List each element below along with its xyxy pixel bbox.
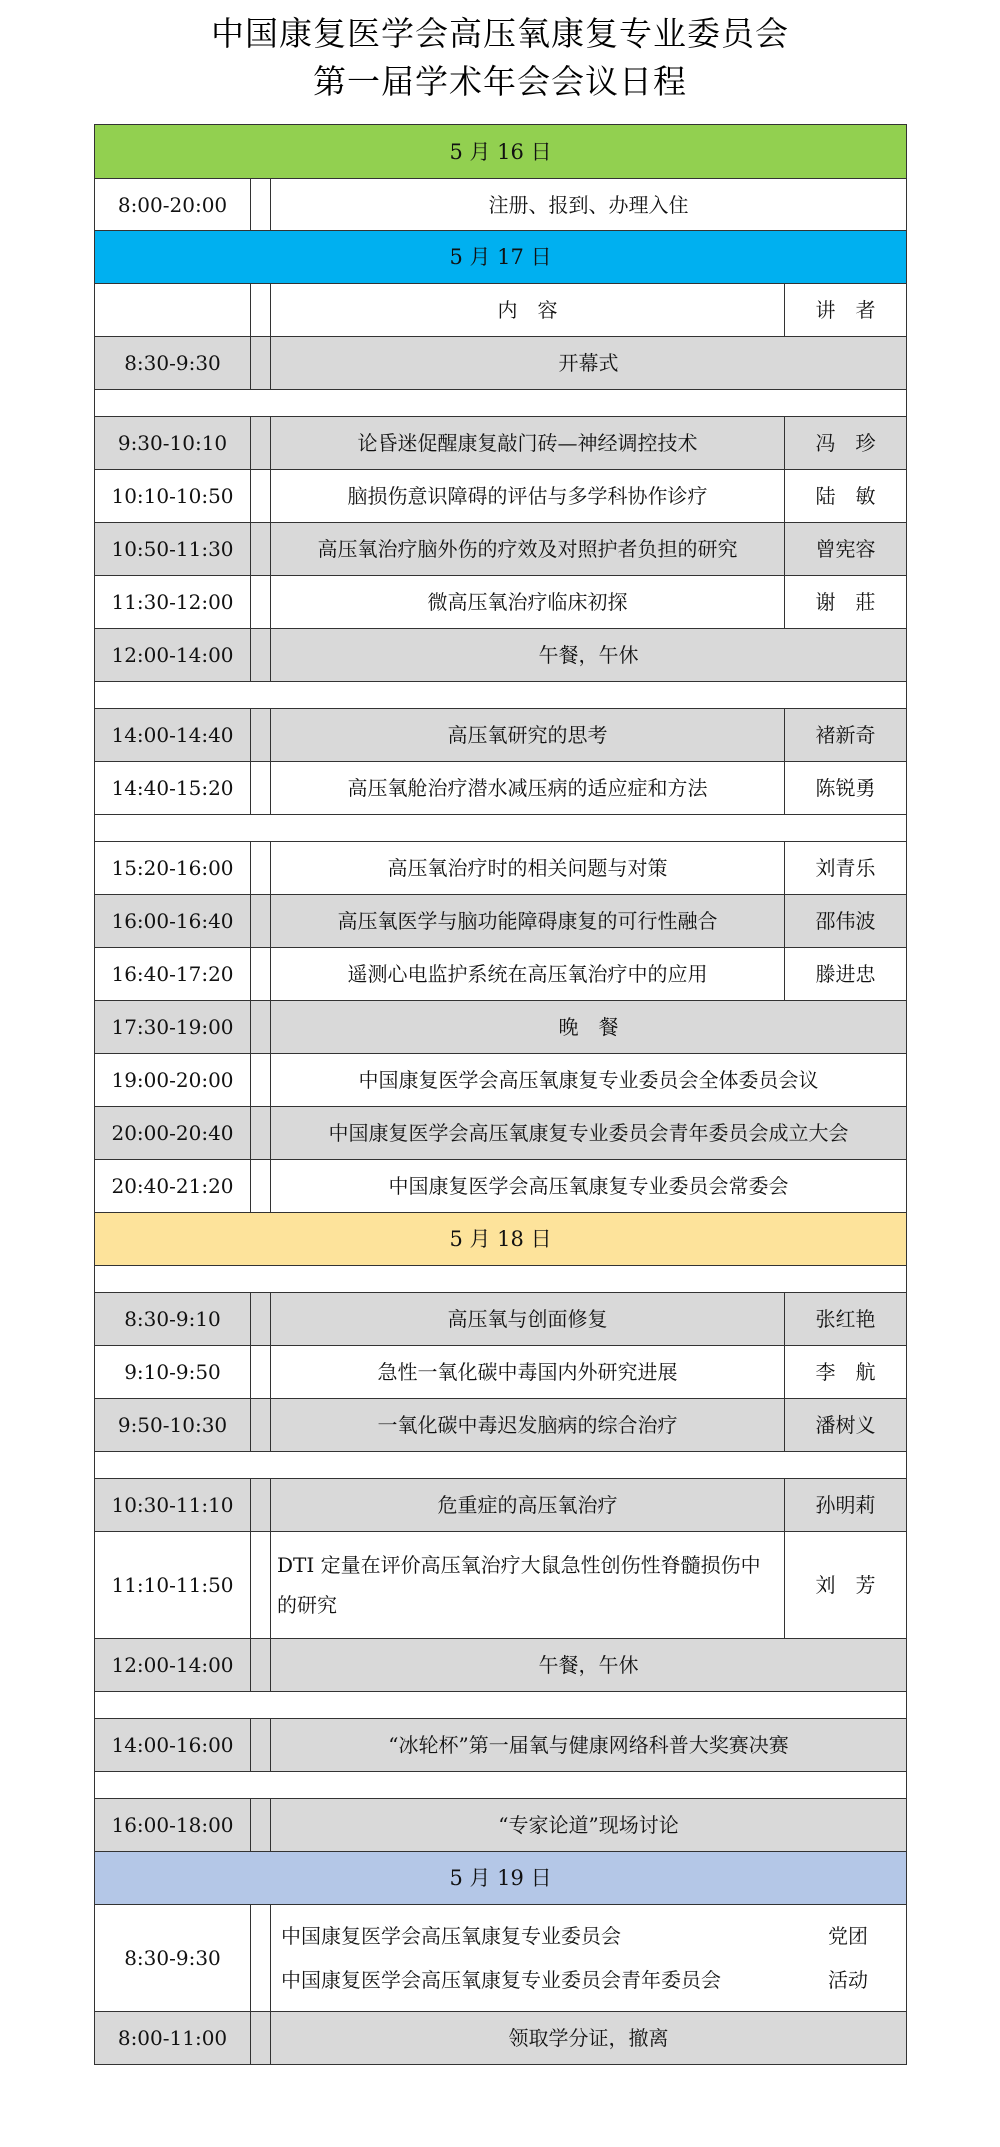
day-label: 5 月 16 日 <box>95 125 907 179</box>
time-cell: 17:30-19:00 <box>95 1001 251 1054</box>
speaker-cell: 陆 敏 <box>785 470 907 523</box>
schedule-row <box>95 1160 907 1213</box>
topic-cell: 论昏迷促醒康复敲门砖—神经调控技术 <box>271 417 785 470</box>
time-cell: 8:30-9:10 <box>95 1293 251 1346</box>
schedule-row <box>95 523 907 576</box>
marker-cell <box>251 284 271 337</box>
schedule-row <box>95 1107 907 1160</box>
marker-cell <box>251 1293 271 1346</box>
speaker-cell: 孙明莉 <box>785 1479 907 1532</box>
speaker-cell: 刘青乐 <box>785 842 907 895</box>
time-cell: 14:40-15:20 <box>95 762 251 815</box>
time-cell: 8:30-9:30 <box>95 337 251 390</box>
schedule-row <box>95 576 907 629</box>
marker-cell <box>251 2012 271 2065</box>
schedule-row <box>95 417 907 470</box>
topic-cell: 内 容 <box>271 284 785 337</box>
schedule-row <box>95 1346 907 1399</box>
marker-cell <box>251 1799 271 1852</box>
topic-cell: 注册、报到、办理入住 <box>271 179 907 231</box>
topic-cell: 开幕式 <box>271 337 907 390</box>
time-cell: 9:10-9:50 <box>95 1346 251 1399</box>
schedule-row <box>95 948 907 1001</box>
speaker-cell: 曾宪容 <box>785 523 907 576</box>
topic-cell: 高压氧治疗时的相关问题与对策 <box>271 842 785 895</box>
speaker-cell: 邵伟波 <box>785 895 907 948</box>
spacer-row <box>95 682 907 709</box>
marker-cell <box>251 1001 271 1054</box>
speaker-cell: 刘 芳 <box>785 1532 907 1639</box>
marker-cell <box>251 948 271 1001</box>
time-cell: 14:00-14:40 <box>95 709 251 762</box>
schedule-row <box>95 284 907 337</box>
speaker-cell: 李 航 <box>785 1346 907 1399</box>
marker-cell <box>251 1719 271 1772</box>
speaker-cell: 潘树义 <box>785 1399 907 1452</box>
spacer-cell <box>95 815 907 842</box>
schedule-row <box>95 762 907 815</box>
topic-cell: “冰轮杯”第一届氧与健康网络科普大奖赛决赛 <box>271 1719 907 1772</box>
day-header-row <box>95 125 907 179</box>
spacer-row <box>95 390 907 417</box>
topic-cell: DTI 定量在评价高压氧治疗大鼠急性创伤性脊髓损伤中的研究 <box>271 1532 785 1639</box>
schedule-row <box>95 709 907 762</box>
marker-cell <box>251 179 271 231</box>
schedule-row <box>95 1001 907 1054</box>
topic-cell: 急性一氧化碳中毒国内外研究进展 <box>271 1346 785 1399</box>
topic-cell: 晚 餐 <box>271 1001 907 1054</box>
speaker-cell: 张红艳 <box>785 1293 907 1346</box>
schedule-row <box>95 1479 907 1532</box>
spacer-cell <box>95 1772 907 1799</box>
topic-cell: 中国康复医学会高压氧康复专业委员会常委会 <box>271 1160 907 1213</box>
time-cell: 9:50-10:30 <box>95 1399 251 1452</box>
schedule-row <box>95 1639 907 1692</box>
schedule-row <box>95 1293 907 1346</box>
spacer-row <box>95 1266 907 1293</box>
time-cell: 10:10-10:50 <box>95 470 251 523</box>
speaker-cell: 讲 者 <box>785 284 907 337</box>
time-cell: 11:10-11:50 <box>95 1532 251 1639</box>
spacer-cell <box>95 682 907 709</box>
time-cell: 11:30-12:00 <box>95 576 251 629</box>
schedule-row <box>95 337 907 390</box>
page-title: 中国康复医学会高压氧康复专业委员会 <box>211 14 789 53</box>
topic-cell: 微高压氧治疗临床初探 <box>271 576 785 629</box>
page-subtitle: 第一届学术年会会议日程 <box>313 62 687 101</box>
marker-cell <box>251 629 271 682</box>
time-cell: 10:30-11:10 <box>95 1479 251 1532</box>
time-cell: 15:20-16:00 <box>95 842 251 895</box>
time-cell <box>95 284 251 337</box>
marker-cell <box>251 417 271 470</box>
time-cell: 9:30-10:10 <box>95 417 251 470</box>
spacer-row <box>95 815 907 842</box>
marker-cell <box>251 337 271 390</box>
topic-cell: 危重症的高压氧治疗 <box>271 1479 785 1532</box>
topic-cell: 高压氧医学与脑功能障碍康复的可行性融合 <box>271 895 785 948</box>
time-cell: 16:00-18:00 <box>95 1799 251 1852</box>
day-label: 5 月 19 日 <box>95 1852 907 1905</box>
topic-cell: 遥测心电监护系统在高压氧治疗中的应用 <box>271 948 785 1001</box>
spacer-cell <box>95 1266 907 1293</box>
speaker-cell: 陈锐勇 <box>785 762 907 815</box>
speaker-cell: 冯 珍 <box>785 417 907 470</box>
schedule-row <box>95 1532 907 1639</box>
schedule-row <box>95 470 907 523</box>
schedule-row <box>95 1799 907 1852</box>
marker-cell <box>251 1905 271 2012</box>
schedule-row <box>95 1054 907 1107</box>
day-header-row <box>95 1852 907 1905</box>
spacer-cell <box>95 1452 907 1479</box>
marker-cell <box>251 1639 271 1692</box>
marker-cell <box>251 842 271 895</box>
topic-cell: 午餐，午休 <box>271 1639 907 1692</box>
group-tag: 党团 <box>828 1924 869 1948</box>
speaker-cell: 褚新奇 <box>785 709 907 762</box>
time-cell: 12:00-14:00 <box>95 1639 251 1692</box>
marker-cell <box>251 895 271 948</box>
schedule-row <box>95 629 907 682</box>
topic-cell: 午餐，午休 <box>271 629 907 682</box>
time-cell: 19:00-20:00 <box>95 1054 251 1107</box>
schedule-row <box>95 2012 907 2065</box>
speaker-cell: 滕进忠 <box>785 948 907 1001</box>
schedule-row <box>95 1905 907 2012</box>
time-cell: 20:00-20:40 <box>95 1107 251 1160</box>
topic-cell: 高压氧治疗脑外伤的疗效及对照护者负担的研究 <box>271 523 785 576</box>
group-name: 中国康复医学会高压氧康复专业委员会 <box>281 1924 621 1948</box>
spacer-cell <box>95 390 907 417</box>
schedule-row <box>95 895 907 948</box>
topic-cell: 高压氧舱治疗潜水减压病的适应症和方法 <box>271 762 785 815</box>
marker-cell <box>251 1532 271 1639</box>
topic-cell: 一氧化碳中毒迟发脑病的综合治疗 <box>271 1399 785 1452</box>
marker-cell <box>251 523 271 576</box>
day-label: 5 月 17 日 <box>95 231 907 284</box>
topic-cell: 脑损伤意识障碍的评估与多学科协作诊疗 <box>271 470 785 523</box>
group-line <box>281 1958 868 2002</box>
group-tag: 活动 <box>828 1968 869 1992</box>
day-label: 5 月 18 日 <box>95 1213 907 1266</box>
schedule-table <box>94 124 907 2065</box>
spacer-row <box>95 1692 907 1719</box>
group-name: 中国康复医学会高压氧康复专业委员会青年委员会 <box>281 1968 721 1992</box>
schedule-row <box>95 842 907 895</box>
spacer-cell <box>95 1692 907 1719</box>
group-activity-cell <box>271 1905 907 2012</box>
marker-cell <box>251 1107 271 1160</box>
spacer-row <box>95 1452 907 1479</box>
day-header-row <box>95 1213 907 1266</box>
topic-cell: 中国康复医学会高压氧康复专业委员会青年委员会成立大会 <box>271 1107 907 1160</box>
topic-cell: 中国康复医学会高压氧康复专业委员会全体委员会议 <box>271 1054 907 1107</box>
time-cell: 8:00-11:00 <box>95 2012 251 2065</box>
marker-cell <box>251 1160 271 1213</box>
time-cell: 10:50-11:30 <box>95 523 251 576</box>
topic-cell: 高压氧与创面修复 <box>271 1293 785 1346</box>
time-cell: 12:00-14:00 <box>95 629 251 682</box>
topic-cell: 高压氧研究的思考 <box>271 709 785 762</box>
marker-cell <box>251 709 271 762</box>
time-cell: 16:40-17:20 <box>95 948 251 1001</box>
time-cell: 16:00-16:40 <box>95 895 251 948</box>
schedule-row <box>95 1719 907 1772</box>
schedule-row <box>95 1399 907 1452</box>
schedule-row <box>95 179 907 231</box>
speaker-cell: 谢 莊 <box>785 576 907 629</box>
marker-cell <box>251 470 271 523</box>
time-cell: 14:00-16:00 <box>95 1719 251 1772</box>
time-cell: 8:00-20:00 <box>95 179 251 231</box>
spacer-row <box>95 1772 907 1799</box>
group-line <box>281 1914 868 1958</box>
marker-cell <box>251 1054 271 1107</box>
marker-cell <box>251 762 271 815</box>
marker-cell <box>251 1346 271 1399</box>
topic-cell: “专家论道”现场讨论 <box>271 1799 907 1852</box>
marker-cell <box>251 1399 271 1452</box>
topic-cell: 领取学分证，撤离 <box>271 2012 907 2065</box>
time-cell: 20:40-21:20 <box>95 1160 251 1213</box>
day-header-row <box>95 231 907 284</box>
marker-cell <box>251 1479 271 1532</box>
marker-cell <box>251 576 271 629</box>
time-cell: 8:30-9:30 <box>95 1905 251 2012</box>
